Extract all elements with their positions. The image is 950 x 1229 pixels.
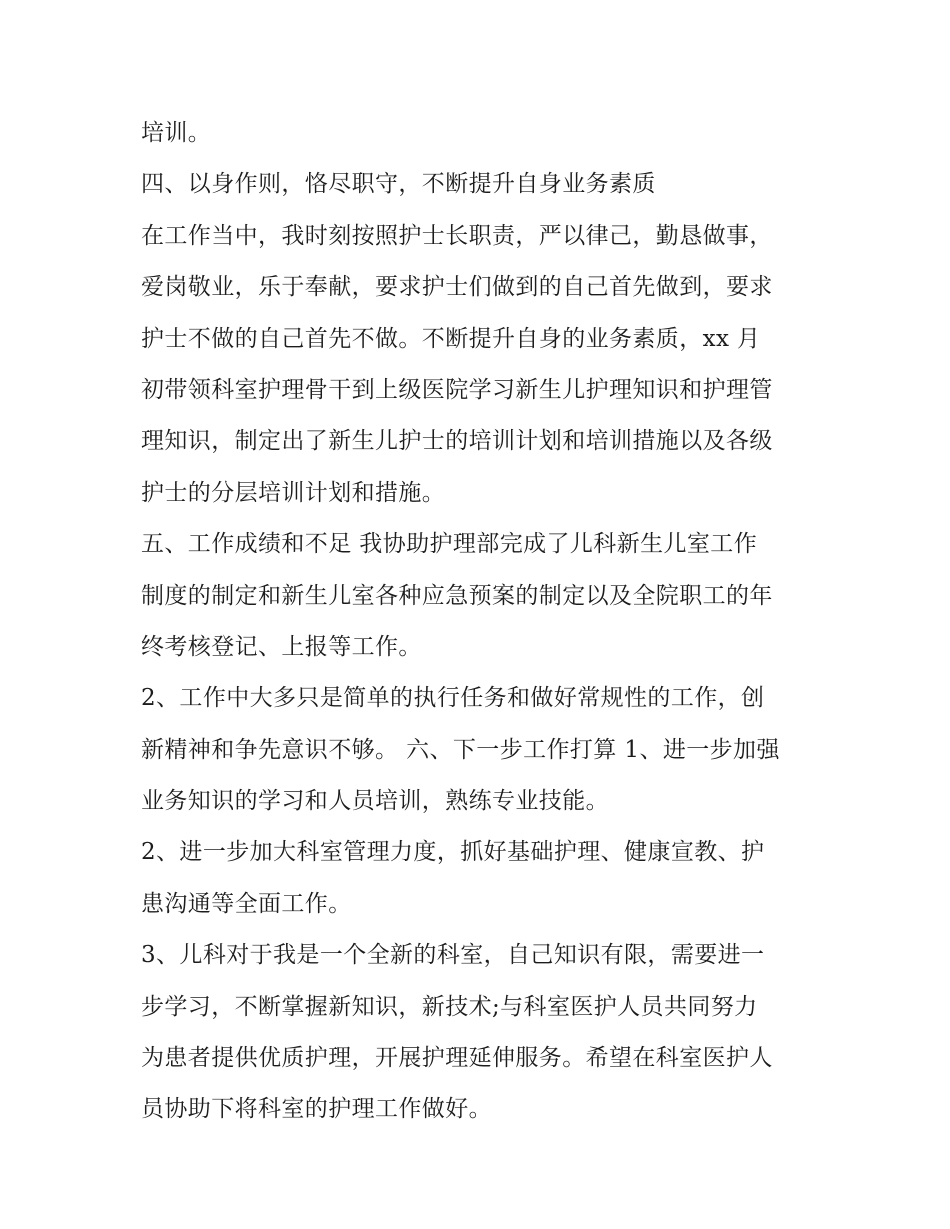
text-line: 步学习，不断掌握新知识，新技术;与科室医护人员共同努力 [141, 993, 758, 1020]
text-line: 理知识，制定出了新生儿护士的培训计划和培训措施以及各级 [141, 428, 773, 455]
document-body [141, 108, 821, 1136]
text-line: 初带领科室护理骨干到上级医院学习新生儿护理知识和护理管 [141, 376, 773, 403]
text-line: 护士不做的自己首先不做。不断提升自身的业务素质，xx 月 [141, 325, 761, 352]
text-line: 爱岗敬业，乐于奉献，要求护士们做到的自己首先做到，要求 [141, 274, 773, 301]
text-line: 员协助下将科室的护理工作做好。 [141, 1096, 492, 1123]
text-line: 新精神和争先意识不够。 六、下一步工作打算 1、进一步加强 [141, 736, 780, 763]
text-line: 护士的分层培训计划和措施。 [141, 479, 446, 506]
text-line: 2、进一步加大科室管理力度，抓好基础护理、健康宣教、护 [141, 839, 765, 866]
text-line: 3、儿科对于我是一个全新的科室，自己知识有限，需要进一 [141, 942, 765, 969]
text-line: 业务知识的学习和人员培训，熟练专业技能。 [141, 788, 609, 815]
section-heading: 四、以身作则，恪尽职守，不断提升自身业务素质 [141, 171, 656, 198]
text-line: 制度的制定和新生儿室各种应急预案的制定以及全院职工的年 [141, 582, 773, 609]
text-line: 为患者提供优质护理，开展护理延伸服务。希望在科室医护人 [141, 1045, 773, 1072]
text-line: 在工作当中，我时刻按照护士长职责，严以律己，勤恳做事， [141, 222, 773, 249]
text-line: 培训。 [141, 120, 212, 146]
text-line: 五、工作成绩和不足 我协助护理部完成了儿科新生儿室工作 [141, 531, 758, 558]
text-line: 患沟通等全面工作。 [141, 890, 352, 917]
text-line: 终考核登记、上报等工作。 [141, 633, 422, 660]
text-line: 2、工作中大多只是简单的执行任务和做好常规性的工作，创 [141, 685, 765, 712]
